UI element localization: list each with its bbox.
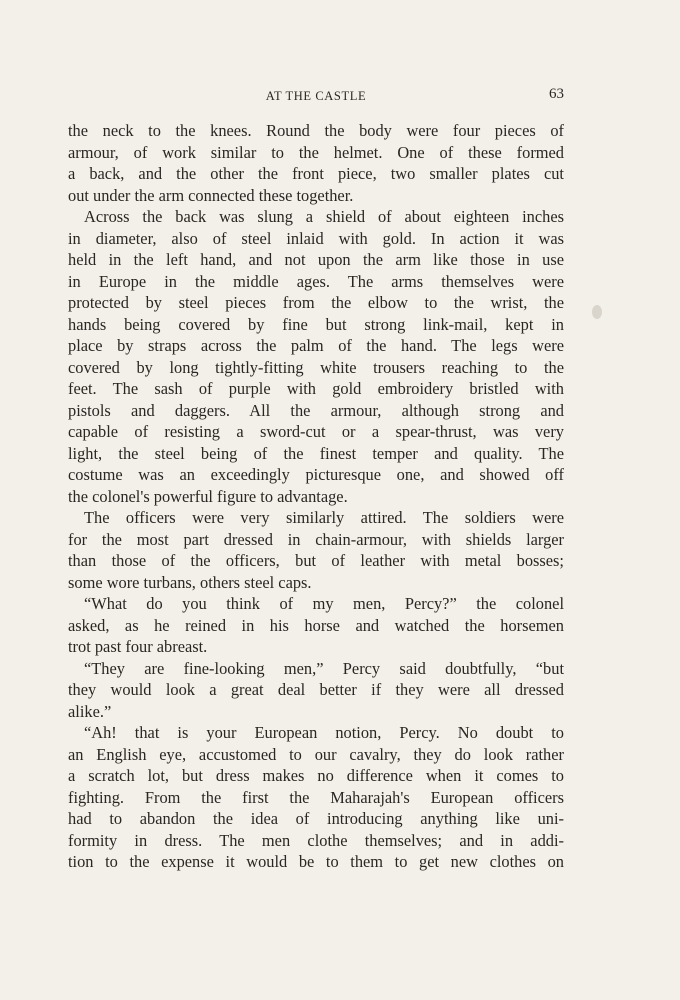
text-line: than those of the officers, but of leather with metal bosses; [68, 551, 564, 570]
text-line: a back, and the other the front piece, two smaller plates cut [68, 164, 564, 183]
text-line: fighting. From the first the Maharajah's European officers [68, 787, 564, 807]
text-line: protected by steel pieces from the elbow to the wrist, the [68, 293, 564, 312]
text-line: the neck to the knees. Round the body were four pieces of [68, 121, 564, 140]
text-line: armour, of work similar to the helmet. One of these formed [68, 142, 564, 162]
text-line: alike.” [68, 701, 112, 721]
text-line: asked, as he reined in his horse and watched the horsemen [68, 615, 564, 635]
text-line: held in the left hand, and not upon the arm like those in use [68, 250, 564, 269]
paper-blemish [592, 305, 602, 319]
text-line: “What do you think of my men, Percy?” the colonel [84, 594, 564, 613]
text-line: “They are fine-looking men,” Percy said doubtfully, “but [84, 658, 564, 678]
page-number: 63 [549, 86, 564, 102]
text-line: hands being covered by fine but strong link-mail, kept in [68, 314, 564, 334]
text-line: had to abandon the idea of introducing anything like uni- [68, 809, 564, 828]
text-line: for the most part dressed in chain-armour, with shields larger [68, 529, 564, 549]
text-line: trot past four abreast. [68, 637, 208, 656]
text-line: they would look a great deal better if they were all dressed [68, 680, 564, 699]
text-line: The officers were very similarly attired. The soldiers were [84, 508, 564, 527]
text-line: out under the arm connected these together. [68, 185, 354, 205]
text-line: “Ah! that is your European notion, Percy. No doubt to [84, 723, 564, 742]
body-text [68, 120, 564, 873]
text-line: feet. The sash of purple with gold embroidery bristled with [68, 379, 564, 398]
text-line: light, the steel being of the finest temper and quality. The [68, 443, 564, 463]
text-line: costume was an exceedingly picturesque one, and showed off [68, 465, 564, 484]
running-head: AT THE CASTLE [265, 89, 367, 103]
text-line: an English eye, accustomed to our cavalry, they do look rather [68, 744, 564, 764]
text-line: in Europe in the middle ages. The arms themselves were [68, 271, 564, 291]
text-line: Across the back was slung a shield of about eighteen inches [84, 207, 564, 226]
text-line: a scratch lot, but dress makes no difference when it comes to [68, 766, 564, 785]
page-header [68, 86, 564, 106]
text-line: place by straps across the palm of the hand. The legs were [68, 336, 564, 355]
text-line: capable of resisting a sword-cut or a spear-thrust, was very [68, 422, 564, 441]
text-line: covered by long tightly-fitting white trousers reaching to the [68, 357, 564, 377]
text-line: some wore turbans, others steel caps. [68, 572, 312, 592]
text-line: formity in dress. The men clothe themselves; and in addi- [68, 830, 564, 850]
text-line: pistols and daggers. All the armour, although strong and [68, 400, 564, 420]
text-line: in diameter, also of steel inlaid with gold. In action it was [68, 228, 564, 248]
text-line: tion to the expense it would be to them to get new clothes on [68, 852, 564, 871]
text-line: the colonel's powerful figure to advantage. [68, 486, 348, 506]
